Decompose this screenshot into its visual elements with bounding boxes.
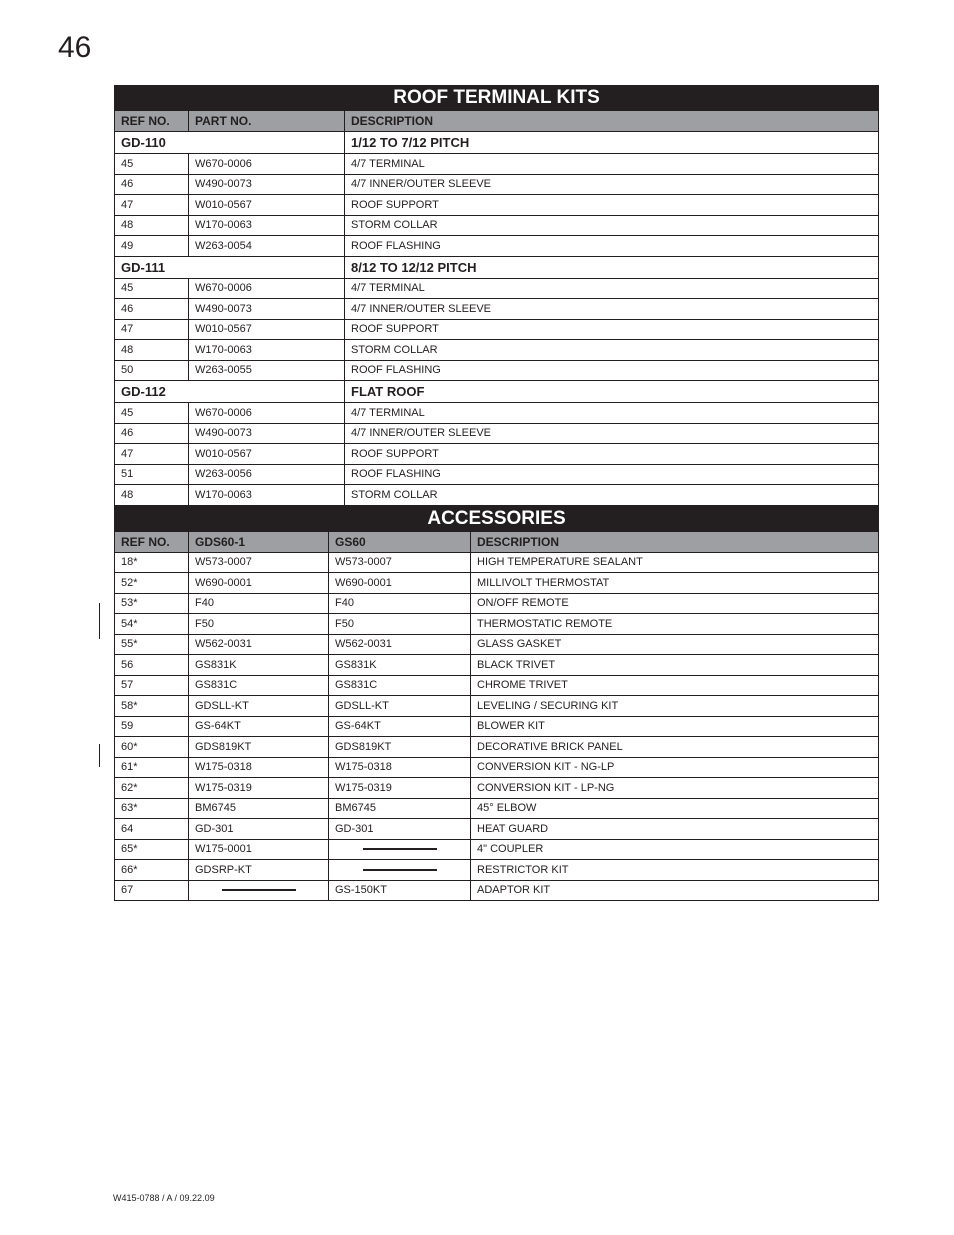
- table-row: [115, 757, 879, 778]
- gds60-1-part: W690-0001: [189, 573, 329, 594]
- gs60-part: GDSLL-KT: [329, 696, 471, 717]
- gds60-1-part: GS831C: [189, 675, 329, 696]
- table-row: [115, 860, 879, 881]
- gs60-part: GS-64KT: [329, 716, 471, 737]
- ref-no: 51: [115, 464, 189, 485]
- ref-no: 52*: [115, 573, 189, 594]
- ref-no: 46: [115, 299, 189, 320]
- ref-no: 53*: [115, 593, 189, 614]
- ref-no: 55*: [115, 634, 189, 655]
- table-row: [115, 340, 879, 361]
- description: ROOF FLASHING: [345, 360, 879, 381]
- table-row: [115, 737, 879, 758]
- gds60-1-part: GDSRP-KT: [189, 860, 329, 881]
- ref-no: 58*: [115, 696, 189, 717]
- column-header-ref-no: REF NO.: [115, 531, 189, 552]
- part-no: W670-0006: [189, 403, 345, 424]
- table-row: [115, 880, 879, 901]
- description: HEAT GUARD: [471, 819, 879, 840]
- page-number: 46: [58, 31, 92, 64]
- description: ADAPTOR KIT: [471, 880, 879, 901]
- part-no: W490-0073: [189, 423, 345, 444]
- table-row: [115, 464, 879, 485]
- document-code: W415-0788 / A / 09.22.09: [113, 1193, 215, 1203]
- description: 4/7 INNER/OUTER SLEEVE: [345, 174, 879, 195]
- ref-no: 54*: [115, 614, 189, 635]
- ref-no: 63*: [115, 798, 189, 819]
- part-no: W670-0006: [189, 154, 345, 175]
- not-applicable-dash: [363, 848, 437, 850]
- gds60-1-part: F40: [189, 593, 329, 614]
- gs60-part: GD-301: [329, 819, 471, 840]
- roof-terminal-kits-table: [114, 85, 879, 506]
- ref-no: 48: [115, 485, 189, 506]
- column-header-description: DESCRIPTION: [471, 531, 879, 552]
- ref-no: 57: [115, 675, 189, 696]
- gds60-1-part: GDS819KT: [189, 737, 329, 758]
- gs60-part: GS831C: [329, 675, 471, 696]
- description: ROOF SUPPORT: [345, 444, 879, 465]
- table-row: [115, 573, 879, 594]
- ref-no: 46: [115, 423, 189, 444]
- ref-no: 50: [115, 360, 189, 381]
- ref-no: 56: [115, 655, 189, 676]
- ref-no: 61*: [115, 757, 189, 778]
- ref-no: 65*: [115, 839, 189, 860]
- description: ROOF SUPPORT: [345, 319, 879, 340]
- gs60-part: [329, 860, 471, 881]
- description: 4/7 TERMINAL: [345, 403, 879, 424]
- table-row: [115, 215, 879, 236]
- part-no: W010-0567: [189, 195, 345, 216]
- description: 4/7 INNER/OUTER SLEEVE: [345, 299, 879, 320]
- description: ROOF FLASHING: [345, 464, 879, 485]
- description: BLACK TRIVET: [471, 655, 879, 676]
- description: ROOF SUPPORT: [345, 195, 879, 216]
- description: 4" COUPLER: [471, 839, 879, 860]
- ref-no: 49: [115, 236, 189, 257]
- gds60-1-part: W175-0001: [189, 839, 329, 860]
- kit-number: GD-112: [115, 381, 345, 403]
- table-row: [115, 839, 879, 860]
- ref-no: 18*: [115, 552, 189, 573]
- column-header-ref-no: REF NO.: [115, 111, 189, 132]
- description: 4/7 INNER/OUTER SLEEVE: [345, 423, 879, 444]
- table-row: [115, 655, 879, 676]
- part-no: W263-0054: [189, 236, 345, 257]
- table-row: [115, 798, 879, 819]
- not-applicable-dash: [222, 889, 296, 891]
- ref-no: 47: [115, 319, 189, 340]
- description: STORM COLLAR: [345, 215, 879, 236]
- description: BLOWER KIT: [471, 716, 879, 737]
- gs60-part: GDS819KT: [329, 737, 471, 758]
- gs60-part: W175-0319: [329, 778, 471, 799]
- table-row: [115, 593, 879, 614]
- kit-description: FLAT ROOF: [345, 381, 879, 403]
- ref-no: 45: [115, 278, 189, 299]
- kit-group-row: [115, 256, 879, 278]
- description: ON/OFF REMOTE: [471, 593, 879, 614]
- column-header-gds60-1: GDS60-1: [189, 531, 329, 552]
- description: STORM COLLAR: [345, 485, 879, 506]
- parts-sheet: [114, 85, 878, 901]
- part-no: W263-0055: [189, 360, 345, 381]
- not-applicable-dash: [363, 869, 437, 871]
- change-bar: [99, 603, 100, 639]
- description: CHROME TRIVET: [471, 675, 879, 696]
- ref-no: 59: [115, 716, 189, 737]
- gs60-part: GS831K: [329, 655, 471, 676]
- column-header-description: DESCRIPTION: [345, 111, 879, 132]
- description: DECORATIVE BRICK PANEL: [471, 737, 879, 758]
- column-header-part-no: PART NO.: [189, 111, 345, 132]
- ref-no: 60*: [115, 737, 189, 758]
- table-row: [115, 634, 879, 655]
- description: THERMOSTATIC REMOTE: [471, 614, 879, 635]
- description: RESTRICTOR KIT: [471, 860, 879, 881]
- gds60-1-part: W573-0007: [189, 552, 329, 573]
- change-bar: [99, 744, 100, 767]
- description: STORM COLLAR: [345, 340, 879, 361]
- table-row: [115, 444, 879, 465]
- gs60-part: GS-150KT: [329, 880, 471, 901]
- part-no: W170-0063: [189, 340, 345, 361]
- gds60-1-part: BM6745: [189, 798, 329, 819]
- gs60-part: BM6745: [329, 798, 471, 819]
- table-row: [115, 696, 879, 717]
- ref-no: 66*: [115, 860, 189, 881]
- table-row: [115, 403, 879, 424]
- table-row: [115, 675, 879, 696]
- description: 45° ELBOW: [471, 798, 879, 819]
- part-no: W263-0056: [189, 464, 345, 485]
- part-no: W170-0063: [189, 215, 345, 236]
- gs60-part: W175-0318: [329, 757, 471, 778]
- description: ROOF FLASHING: [345, 236, 879, 257]
- part-no: W670-0006: [189, 278, 345, 299]
- accessories-table: [114, 506, 879, 902]
- table-row: [115, 360, 879, 381]
- description: LEVELING / SECURING KIT: [471, 696, 879, 717]
- gds60-1-part: GD-301: [189, 819, 329, 840]
- ref-no: 48: [115, 340, 189, 361]
- ref-no: 67: [115, 880, 189, 901]
- ref-no: 47: [115, 195, 189, 216]
- table-row: [115, 195, 879, 216]
- table-row: [115, 552, 879, 573]
- kit-number: GD-111: [115, 256, 345, 278]
- table-row: [115, 716, 879, 737]
- table-row: [115, 236, 879, 257]
- description: 4/7 TERMINAL: [345, 278, 879, 299]
- description: CONVERSION KIT - LP-NG: [471, 778, 879, 799]
- roof-terminal-kits-title: ROOF TERMINAL KITS: [115, 86, 879, 111]
- table-row: [115, 174, 879, 195]
- table-row: [115, 485, 879, 506]
- table-row: [115, 319, 879, 340]
- ref-no: 64: [115, 819, 189, 840]
- gds60-1-part: GS831K: [189, 655, 329, 676]
- gds60-1-part: GDSLL-KT: [189, 696, 329, 717]
- table-row: [115, 819, 879, 840]
- part-no: W490-0073: [189, 299, 345, 320]
- ref-no: 46: [115, 174, 189, 195]
- part-no: W010-0567: [189, 319, 345, 340]
- description: CONVERSION KIT - NG-LP: [471, 757, 879, 778]
- table-row: [115, 423, 879, 444]
- description: HIGH TEMPERATURE SEALANT: [471, 552, 879, 573]
- accessories-title: ACCESSORIES: [115, 506, 879, 531]
- table-row: [115, 778, 879, 799]
- table-row: [115, 278, 879, 299]
- description: MILLIVOLT THERMOSTAT: [471, 573, 879, 594]
- table-row: [115, 614, 879, 635]
- gds60-1-part: F50: [189, 614, 329, 635]
- ref-no: 45: [115, 403, 189, 424]
- ref-no: 62*: [115, 778, 189, 799]
- table-row: [115, 299, 879, 320]
- part-no: W010-0567: [189, 444, 345, 465]
- ref-no: 47: [115, 444, 189, 465]
- part-no: W490-0073: [189, 174, 345, 195]
- column-header-gs60: GS60: [329, 531, 471, 552]
- gds60-1-part: GS-64KT: [189, 716, 329, 737]
- gds60-1-part: W175-0319: [189, 778, 329, 799]
- ref-no: 48: [115, 215, 189, 236]
- description: 4/7 TERMINAL: [345, 154, 879, 175]
- ref-no: 45: [115, 154, 189, 175]
- gds60-1-part: W175-0318: [189, 757, 329, 778]
- gs60-part: F40: [329, 593, 471, 614]
- gs60-part: W573-0007: [329, 552, 471, 573]
- gs60-part: F50: [329, 614, 471, 635]
- gds60-1-part: [189, 880, 329, 901]
- kit-group-row: [115, 132, 879, 154]
- part-no: W170-0063: [189, 485, 345, 506]
- gs60-part: W690-0001: [329, 573, 471, 594]
- gs60-part: [329, 839, 471, 860]
- gds60-1-part: W562-0031: [189, 634, 329, 655]
- kit-description: 8/12 TO 12/12 PITCH: [345, 256, 879, 278]
- kit-number: GD-110: [115, 132, 345, 154]
- gs60-part: W562-0031: [329, 634, 471, 655]
- kit-group-row: [115, 381, 879, 403]
- description: GLASS GASKET: [471, 634, 879, 655]
- kit-description: 1/12 TO 7/12 PITCH: [345, 132, 879, 154]
- table-row: [115, 154, 879, 175]
